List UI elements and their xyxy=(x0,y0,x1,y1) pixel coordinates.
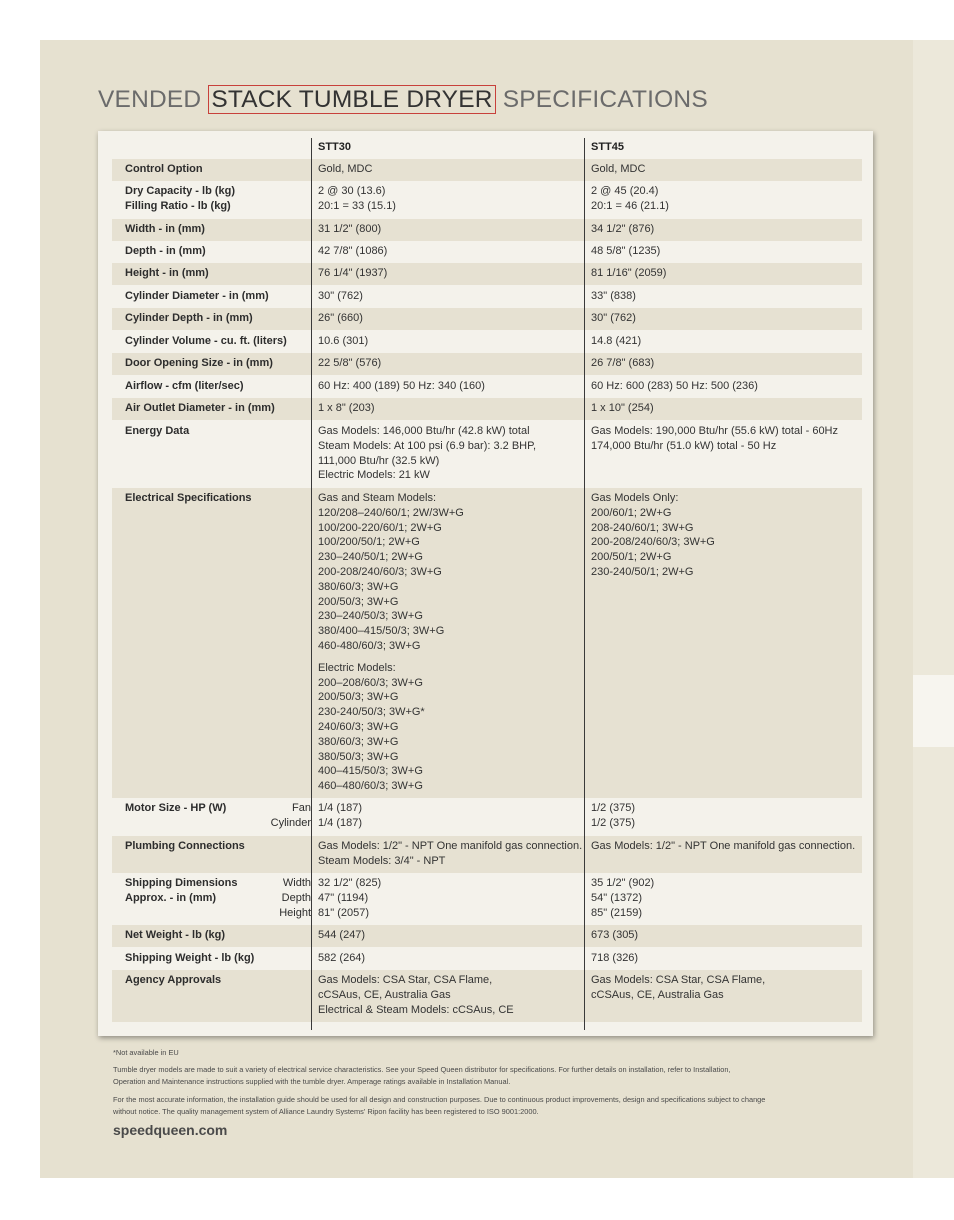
table-row xyxy=(112,308,862,330)
page-title xyxy=(98,86,708,114)
stt30-value: Gas and Steam Models: 120/208–240/60/1; 2W/3W+G 100/200-220/60/1; 2W+G 100/200/50/1; 2W+G 230–240/50/1; 2W+G 200-208/240/60/3; 3W+G 380/60/3; 3W+G 200/50/3; 3W+G 230–240/50/3; 3W+G 380/400–415/50/3; 3W+G 460-480/60/3; 3W+G Electric Models: 200–208/60/3; 3W+G 200/50/3; 3W+G 230-240/50/3; 3W+G* 240/60/3; 3W+G 380/60/3; 3W+G 380/50/3; 3W+G 400–415/50/3; 3W+G 460–480/60/3; 3W+G xyxy=(318,492,464,793)
footnote-disclaimer: For the most accurate information, the installation guide should be used for all design and construction purposes. Due to continuous product improvements, design and specifications subject to change without notice. The quality management system of Alliance Laundry Systems' Ripon facility has been registered to ISO 9001:2000. xyxy=(113,1095,766,1116)
row-label: Cylinder Depth - in (mm) xyxy=(125,312,253,324)
stt45-value: 1 x 10" (254) xyxy=(591,402,654,414)
row-label: Net Weight - lb (kg) xyxy=(125,929,226,941)
stt30-value: Gold, MDC xyxy=(318,163,373,175)
row-label: Cylinder Diameter - in (mm) xyxy=(125,290,269,302)
stt30-value: 31 1/2" (800) xyxy=(318,223,382,235)
stt45-value: Gas Models: 190,000 Btu/hr (55.6 kW) total - 60Hz 174,000 Btu/hr (51.0 kW) total - 50 Hz xyxy=(591,425,839,452)
title-highlight: STACK TUMBLE DRYER xyxy=(208,85,495,114)
stt45-value: Gas Models: CSA Star, CSA Flame, cCSAus, CE, Australia Gas xyxy=(591,974,766,1001)
row-label: Dry Capacity - lb (kg) Filling Ratio - lb (kg) xyxy=(125,185,236,212)
table-row xyxy=(112,330,862,353)
next-page-edge xyxy=(913,40,954,1178)
column-divider-2 xyxy=(584,138,585,1030)
row-label: Shipping Dimensions Approx. - in (mm) Width Depth Height xyxy=(125,877,311,919)
stt45-value: Gas Models: 1/2" - NPT One manifold gas connection. xyxy=(591,840,856,852)
title-suffix: SPECIFICATIONS xyxy=(502,86,708,113)
row-label: Energy Data xyxy=(125,425,190,437)
stt30-value: 1/4 (187) 1/4 (187) xyxy=(318,802,363,829)
stt30-value: 22 5/8" (576) xyxy=(318,357,382,369)
row-sublabels: Width Depth Height xyxy=(279,877,311,919)
stt45-value: 14.8 (421) xyxy=(591,335,642,347)
table-row xyxy=(112,219,862,241)
row-label: Door Opening Size - in (mm) xyxy=(125,357,273,369)
table-row xyxy=(112,947,862,970)
row-label: Airflow - cfm (liter/sec) xyxy=(125,380,244,392)
stt45-value: 48 5/8" (1235) xyxy=(591,245,661,257)
stt30-value: 76 1/4" (1937) xyxy=(318,267,388,279)
stt30-value: 26" (660) xyxy=(318,312,363,324)
stt30-value: 32 1/2" (825) 47" (1194) 81" (2057) xyxy=(318,877,382,919)
stt45-value: 673 (305) xyxy=(591,929,639,941)
stt45-value: Gold, MDC xyxy=(591,163,646,175)
row-label: Shipping Weight - lb (kg) xyxy=(125,952,255,964)
row-label: Depth - in (mm) xyxy=(125,245,206,257)
stt30-value: 2 @ 30 (13.6) 20:1 = 33 (15.1) xyxy=(318,185,396,212)
table-row xyxy=(112,263,862,285)
column-divider-1 xyxy=(311,138,312,1030)
stt45-value: Gas Models Only: 200/60/1; 2W+G 208-240/60/1; 3W+G 200-208/240/60/3; 3W+G 200/50/1; 2W+G 230-240/50/1; 2W+G xyxy=(591,492,715,578)
stt30-value: 544 (247) xyxy=(318,929,366,941)
stt45-value: 718 (326) xyxy=(591,952,639,964)
table-row xyxy=(112,398,862,420)
table-row xyxy=(112,420,862,488)
stt30-value: 42 7/8" (1086) xyxy=(318,245,388,257)
table-row xyxy=(112,873,862,925)
stt30-value: Gas Models: 1/2" - NPT One manifold gas connection. Steam Models: 3/4" - NPT xyxy=(318,840,583,867)
stt30-value: Gas Models: 146,000 Btu/hr (42.8 kW) total Steam Models: At 100 psi (6.9 bar): 3.2 BHP, 111,000 Btu/hr (32.5 kW) Electric Models: 21 kW xyxy=(318,425,537,482)
title-prefix: VENDED xyxy=(98,86,202,113)
row-label: Electrical Specifications xyxy=(125,492,252,504)
table-row xyxy=(112,159,862,181)
stt45-value: 30" (762) xyxy=(591,312,636,324)
stt30-value: 30" (762) xyxy=(318,290,363,302)
row-label: Height - in (mm) xyxy=(125,267,209,279)
row-label: Plumbing Connections xyxy=(125,840,245,852)
website-link[interactable]: speedqueen.com xyxy=(113,1122,228,1138)
table-row xyxy=(112,353,862,375)
page-tab xyxy=(913,675,954,747)
table-row xyxy=(112,241,862,263)
stt45-value: 81 1/16" (2059) xyxy=(591,267,667,279)
stt30-value: 10.6 (301) xyxy=(318,335,369,347)
row-sublabels: Fan Cylinder xyxy=(270,802,311,829)
row-label: Air Outlet Diameter - in (mm) xyxy=(125,402,275,414)
stt30-value: 60 Hz: 400 (189) 50 Hz: 340 (160) xyxy=(318,380,485,392)
stt45-value: 60 Hz: 600 (283) 50 Hz: 500 (236) xyxy=(591,380,758,392)
stt30-value: Gas Models: CSA Star, CSA Flame, cCSAus, CE, Australia Gas Electrical & Steam Models: cCSAus, CE xyxy=(318,974,514,1016)
table-row xyxy=(112,285,862,308)
table-header-row xyxy=(112,140,862,157)
table-row xyxy=(112,798,862,836)
table-row xyxy=(112,181,862,219)
column-header-stt30: STT30 xyxy=(318,141,352,153)
footnote-eu: *Not available in EU xyxy=(113,1048,179,1057)
stt30-value: 1 x 8" (203) xyxy=(318,402,375,414)
stt45-value: 35 1/2" (902) 54" (1372) 85" (2159) xyxy=(591,877,655,919)
table-row xyxy=(112,375,862,398)
stt45-value: 34 1/2" (876) xyxy=(591,223,655,235)
row-label: Motor Size - HP (W) Fan Cylinder xyxy=(125,802,311,829)
row-label: Agency Approvals xyxy=(125,974,222,986)
column-header-stt45: STT45 xyxy=(591,141,625,153)
table-row xyxy=(112,925,862,947)
row-label: Control Option xyxy=(125,163,203,175)
table-row xyxy=(112,970,862,1022)
row-label: Width - in (mm) xyxy=(125,223,205,235)
stt45-value: 33" (838) xyxy=(591,290,636,302)
footnote-electrical: Tumble dryer models are made to suit a variety of electrical service characteristics. See your Speed Queen distributor for specifications. For further details on installation, refer to Installation, Operation and Maintenance instructions supplied with the tumble dryer. Amperage ratings available in Installation Manual. xyxy=(113,1065,731,1086)
stt45-value: 2 @ 45 (20.4) 20:1 = 46 (21.1) xyxy=(591,185,669,212)
row-label: Cylinder Volume - cu. ft. (liters) xyxy=(125,335,287,347)
stt45-value: 1/2 (375) 1/2 (375) xyxy=(591,802,636,829)
table-row xyxy=(112,836,862,873)
table-row xyxy=(112,488,862,798)
stt30-value: 582 (264) xyxy=(318,952,366,964)
stt45-value: 26 7/8" (683) xyxy=(591,357,655,369)
